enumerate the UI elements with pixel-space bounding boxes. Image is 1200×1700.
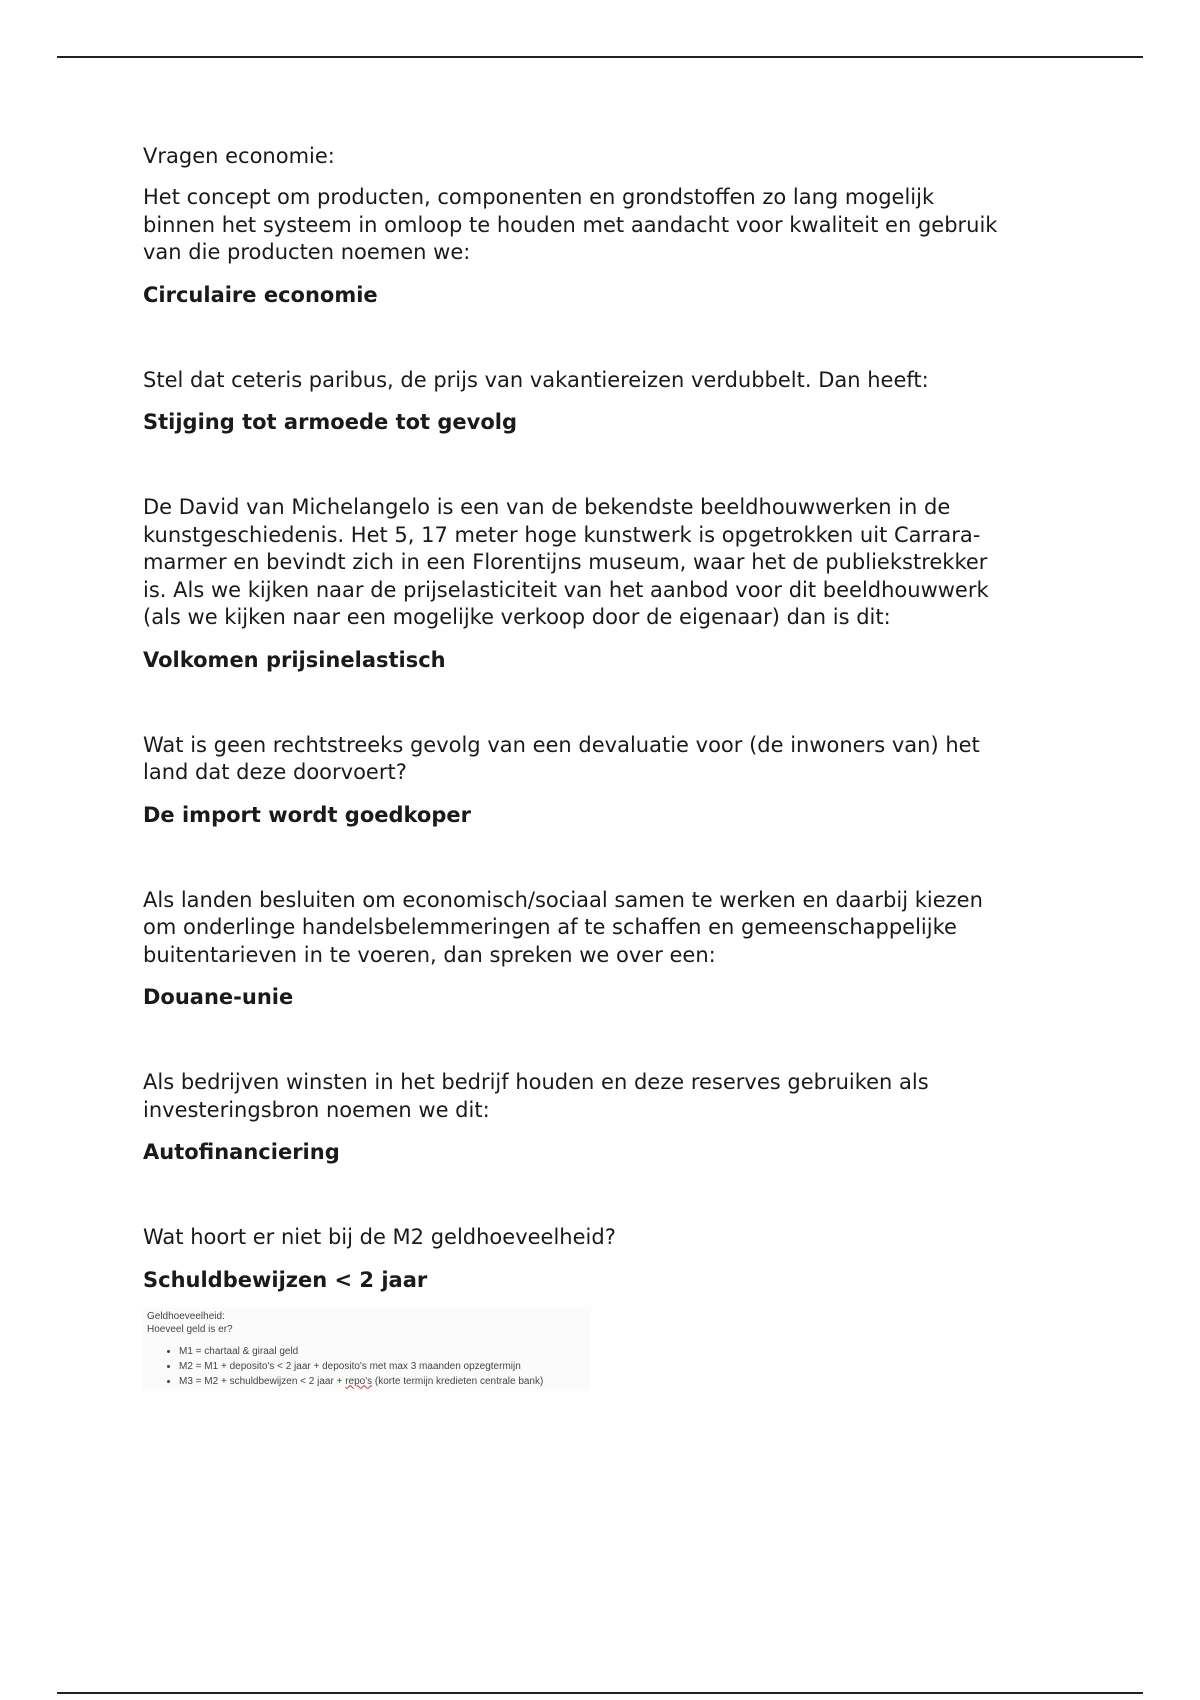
answer-text: Autofinanciering — [143, 1140, 340, 1164]
qa-item-5 — [143, 887, 1063, 1012]
answer-text: Schuldbewijzen < 2 jaar — [143, 1267, 428, 1292]
answer-text: De import wordt goedkoper — [143, 802, 471, 827]
answer-text: Stijging tot armoede tot gevolg — [143, 410, 518, 434]
document-body — [143, 142, 1063, 1391]
note-bullet-m3-repos: repo's — [345, 1375, 373, 1387]
note-bullet-m3-start: M3 = M2 + schuldbewijzen < 2 jaar + — [179, 1375, 346, 1387]
qa-item-3 — [143, 494, 1063, 674]
note-bullet-m1: • M1 = chartaal & giraal geld — [179, 1344, 587, 1359]
question-text: De David van Michelangelo is een van de bekendste beeldhouwwerken in de kunstgeschiedenis. Het 5, 17 meter hoge kunstwerk is opgetrokken uit Carrara- marmer en bevindt zich in een Florentijns museum, waar het de publiekstrekker is. Als we kijken naar de prijselasticiteit van het aanbod voor dit beeldhouwwerk (als we kijken naar een mogelijke verkoop door de eigenaar) dan is dit: — [143, 495, 989, 629]
note-list — [147, 1344, 587, 1389]
document-heading: Vragen economie: — [143, 144, 335, 168]
note-bullet-m2: • M2 = M1 + deposito's < 2 jaar + deposito's met max 3 maanden opzegtermijn — [179, 1359, 587, 1374]
question-text: Wat is geen rechtstreeks gevolg van een devaluatie voor (de inwoners van) het land dat deze doorvoert? — [143, 732, 980, 784]
note-bullet-m3 — [179, 1374, 587, 1389]
answer-text: Circulaire economie — [143, 282, 378, 307]
question-text: Als bedrijven winsten in het bedrijf houden en deze reserves gebruiken als investeringsbron noemen we dit: — [143, 1070, 929, 1122]
qa-item-1 — [143, 184, 1063, 309]
qa-item-4 — [143, 732, 1063, 829]
qa-item-7 — [143, 1224, 1063, 1294]
note-subtitle: Hoeveel geld is er? — [147, 1323, 233, 1335]
embedded-note-image — [143, 1308, 591, 1391]
question-text: Stel dat ceteris paribus, de prijs van vakantiereizen verdubbelt. Dan heeft: — [143, 367, 929, 392]
qa-item-6 — [143, 1069, 1063, 1166]
top-rule — [57, 56, 1143, 58]
answer-text: Volkomen prijsinelastisch — [143, 647, 446, 672]
note-bullet-m3-end: (korte termijn kredieten centrale bank) — [372, 1375, 544, 1387]
answer-text: Douane-unie — [143, 985, 294, 1009]
bottom-rule — [57, 1692, 1143, 1694]
question-text: Wat hoort er niet bij de M2 geldhoeveelheid? — [143, 1225, 616, 1249]
question-text: Het concept om producten, componenten en grondstoffen zo lang mogelijk binnen het systeem in omloop te houden met aandacht voor kwaliteit en gebruik van die producten noemen we: — [143, 185, 998, 264]
note-title: Geldhoeveelheid: — [147, 1310, 225, 1322]
question-text: Als landen besluiten om economisch/sociaal samen te werken en daarbij kiezen om onderlinge handelsbelemmeringen af te schaffen en gemeenschappelijke buitentarieven in te voeren, dan spreken we over een: — [143, 887, 983, 967]
qa-item-2 — [143, 367, 1063, 437]
